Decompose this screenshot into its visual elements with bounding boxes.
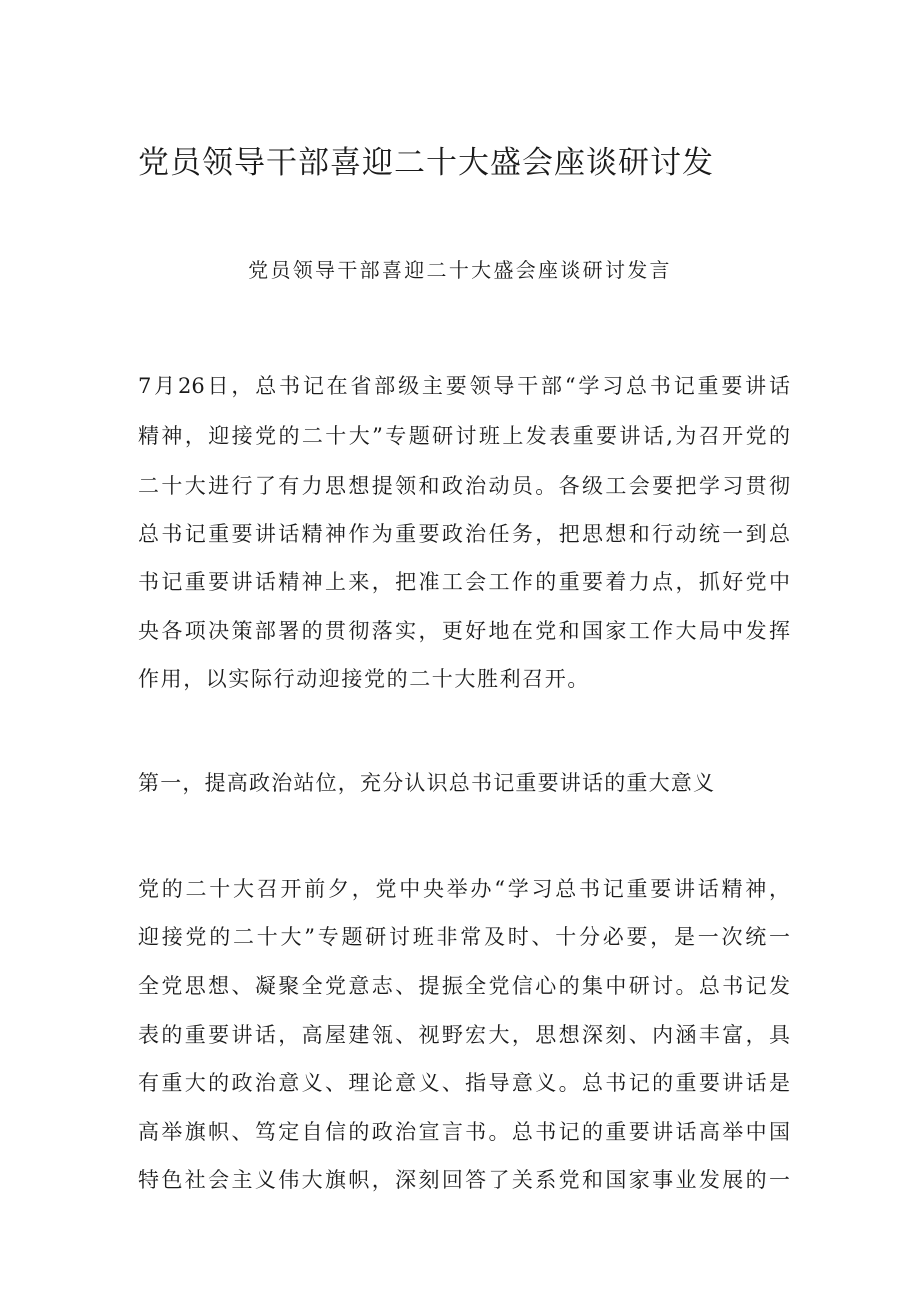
- paragraph-line: 有重大的政治意义、理论意义、指导意义。总书记的重要讲话是: [138, 1071, 790, 1095]
- document-title: 党员领导干部喜迎二十大盛会座谈研讨发: [138, 145, 714, 181]
- paragraph-line: 作用，以实际行动迎接党的二十大胜利召开。: [138, 667, 590, 691]
- paragraph-line: 总书记重要讲话精神作为重要政治任务，把思想和行动统一到总: [138, 522, 790, 546]
- document-subtitle: 党员领导干部喜迎二十大盛会座谈研讨发言: [248, 258, 672, 282]
- paragraph-line: 高举旗帜、笃定自信的政治宣言书。总书记的重要讲话高举中国: [138, 1120, 790, 1144]
- paragraph-line: 特色社会主义伟大旗帜，深刻回答了关系党和国家事业发展的一: [138, 1168, 790, 1192]
- paragraph-line: 央各项决策部署的贯彻落实，更好地在党和国家工作大局中发挥: [138, 619, 790, 643]
- paragraph-line: 二十大进行了有力思想提领和政治动员。各级工会要把学习贯彻: [138, 474, 790, 498]
- paragraph-line: 7月26日，总书记在省部级主要领导干部“学习总书记重要讲话: [138, 374, 790, 398]
- paragraph-line: 表的重要讲话，高屋建瓴、视野宏大，思想深刻、内涵丰富，具: [138, 1023, 790, 1047]
- paragraph-line: 全党思想、凝聚全党意志、提振全党信心的集中研讨。总书记发: [138, 974, 790, 998]
- section-heading: 第一，提高政治站位，充分认识总书记重要讲话的重大意义: [138, 771, 716, 795]
- paragraph-line: 党的二十大召开前夕，党中央举办“学习总书记重要讲话精神，: [138, 877, 790, 901]
- paragraph-line: 书记重要讲话精神上来，把准工会工作的重要着力点，抓好党中: [138, 570, 790, 594]
- paragraph-line: 迎接党的二十大”专题研讨班非常及时、十分必要，是一次统一: [138, 925, 790, 949]
- paragraph-line: 精神，迎接党的二十大”专题研讨班上发表重要讲话,为召开党的: [138, 424, 790, 448]
